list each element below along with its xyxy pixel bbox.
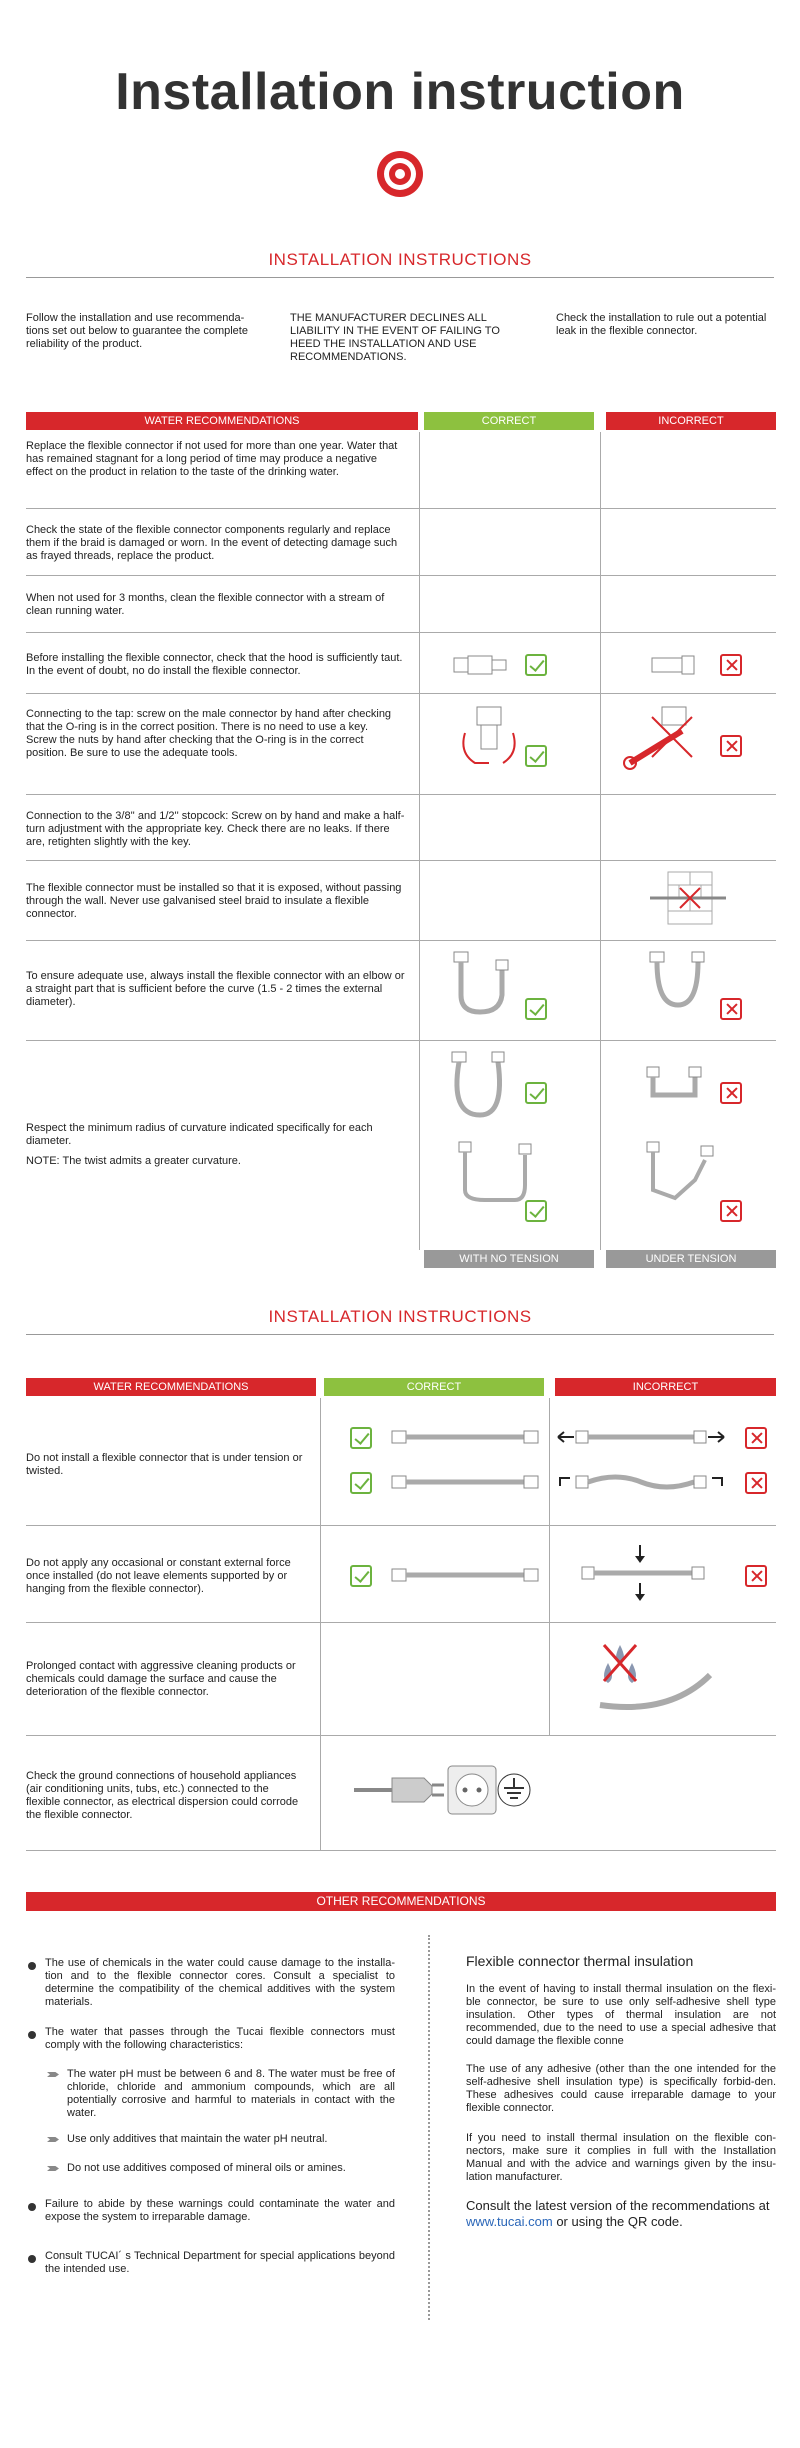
brand-logo-icon xyxy=(375,149,425,199)
row-text: To ensure adequate use, always install the flexible connector with an elbow or a straight part that is sufficient before the curve (1.5 - 2 times the external diameter). xyxy=(26,970,405,1008)
connector-hood-icon xyxy=(452,650,512,680)
header-correct: CORRECT xyxy=(324,1378,544,1396)
intro-check: Check the installation to rule out a potential leak in the flexible connector. xyxy=(556,312,767,337)
incorrect-cross-icon xyxy=(720,654,742,676)
correct-check-icon xyxy=(350,1565,372,1587)
header-recommendations: WATER RECOMMENDATIONS xyxy=(26,1378,316,1396)
wrench-tap-icon xyxy=(622,703,707,778)
straight-connector-icon xyxy=(390,1470,540,1494)
connector-no-elbow-icon xyxy=(648,950,708,1020)
bullet-text: Failure to abide by these warnings could contaminate the water and expose the system to irreparable damage. xyxy=(45,2198,395,2223)
intro-disclaimer: THE MANUFACTURER DECLINES ALL LIABILITY IN THE EVENT OF FAILING TO HEED THE INSTALLATION AND USE RECOMMENDATIONS. xyxy=(290,312,500,363)
correct-check-icon xyxy=(525,654,547,676)
thermal-paragraph: If you need to install thermal insulation on the flexible con-nectors, make sure it complies in full with the Installation Manual and with the advice and warnings given by the insu-lation manufacturer. xyxy=(466,2132,776,2183)
subbullet-text: The water pH must be between 6 and 8. The water must be free of chloride, chloride and ammonium compounds, which are all potentially corrosive and harmful to materials in contact with the water. xyxy=(67,2068,395,2119)
arrow-bullet-icon xyxy=(47,2137,59,2142)
connector-hood-icon xyxy=(650,650,700,680)
correct-check-icon xyxy=(350,1427,372,1449)
tap-connection-icon xyxy=(455,703,525,773)
row-text: Connecting to the tap: screw on the male connector by hand after checking that the O-ring is in the correct position. There is no need to use a key. Screw the nuts by hand after checking that the O-ring is in the correct position. Be sure to use the adequate tools. xyxy=(26,708,392,759)
row-text: Check the state of the flexible connector components regularly and replace them if the braid is damaged or worn. In the event of detecting damage such as frayed threads, replace the product. xyxy=(26,524,398,562)
row-text: Prolonged contact with aggressive cleaning products or chemicals could damage the surface and cause the deterioration of the flexible connector. xyxy=(26,1660,296,1698)
correct-check-icon xyxy=(525,745,547,767)
tension-connector-icon xyxy=(556,1425,726,1449)
incorrect-cross-icon xyxy=(720,1200,742,1222)
row-text: The flexible connector must be installed so that it is exposed, without passing through the wall. Never use galvanised steel braid to insulate a flexible connector. xyxy=(26,882,402,920)
consult-label: Consult the latest version of the recommendations at xyxy=(466,2198,770,2213)
correct-check-icon xyxy=(525,1082,547,1104)
intro-text: Follow the installation and use recommenda-tions set out below to guarantee the complete reliability of the product. xyxy=(26,312,248,350)
twisted-connector-icon xyxy=(556,1468,726,1496)
incorrect-cross-icon xyxy=(720,998,742,1020)
footer-incorrect: UNDER TENSION xyxy=(606,1250,776,1268)
connector-elbow-icon xyxy=(450,950,520,1020)
footer-correct: WITH NO TENSION xyxy=(424,1250,594,1268)
wall-pass-icon xyxy=(648,868,728,928)
tucai-link[interactable]: www.tucai.com xyxy=(466,2214,553,2229)
incorrect-cross-icon xyxy=(745,1565,767,1587)
consult-tail: or using the QR code. xyxy=(552,2214,683,2229)
bullet xyxy=(28,2031,36,2039)
bullet-text: Consult TUCAI´ s Technical Department for special applications beyond the intended use. xyxy=(45,2250,395,2275)
section-title: INSTALLATION INSTRUCTIONS xyxy=(268,250,532,269)
header-recommendations: WATER RECOMMENDATIONS xyxy=(26,412,418,430)
bullet xyxy=(28,2203,36,2211)
straight-connector-icon xyxy=(390,1563,540,1587)
straight-connector-icon xyxy=(390,1425,540,1449)
bullet xyxy=(28,1962,36,1970)
correct-check-icon xyxy=(525,998,547,1020)
header-incorrect: INCORRECT xyxy=(606,412,776,430)
chemical-drops-icon xyxy=(590,1635,720,1725)
row-text: Do not apply any occasional or constant external force once installed (do not leave elements supported by or hanging from the flexible connector). xyxy=(26,1557,291,1595)
incorrect-cross-icon xyxy=(745,1427,767,1449)
correct-check-icon xyxy=(525,1200,547,1222)
section-title: INSTALLATION INSTRUCTIONS xyxy=(268,1307,532,1326)
correct-check-icon xyxy=(350,1472,372,1494)
row-text: Replace the flexible connector if not used for more than one year. Water that has remained stagnant for a long period of time may produce a negative effect on the product in relation to the taste of the drinking water. xyxy=(26,440,398,478)
tight-twist-icon xyxy=(645,1140,725,1210)
arrow-bullet-icon xyxy=(47,2166,59,2171)
row-text: When not used for 3 months, clean the flexible connector with a stream of clean running water. xyxy=(26,592,385,617)
incorrect-cross-icon xyxy=(720,1082,742,1104)
curve-radius-icon xyxy=(450,1050,520,1120)
header-correct: CORRECT xyxy=(424,412,594,430)
thermal-paragraph: The use of any adhesive (other than the one intended for the self-adhesive shell insulation type) is specifically forbid-den. These adhesives could cause irreparable damage to your flexible connector. xyxy=(466,2063,776,2114)
row-note: NOTE: The twist admits a greater curvature. xyxy=(26,1155,241,1167)
divider xyxy=(26,277,774,278)
bullet xyxy=(28,2255,36,2263)
divider xyxy=(26,1334,774,1335)
incorrect-cross-icon xyxy=(720,735,742,757)
page-title: Installation instruction xyxy=(115,63,685,121)
subbullet-text: Use only additives that maintain the water pH neutral. xyxy=(67,2133,328,2145)
row-text: Respect the minimum radius of curvature indicated specifically for each diameter. xyxy=(26,1122,373,1147)
bullet-text: The use of chemicals in the water could cause damage to the installa-tion and to the flexible connector cores. Consult a specialist to determine the compatibility of the chemical additives with the system materials. xyxy=(45,1957,395,2008)
row-text: Connection to the 3/8'' and 1/2'' stopcock: Screw on by hand and make a half-turn adjustment with the appropriate key. Check there are no leaks. If there are, retighten slightly with the key. xyxy=(26,810,405,848)
row-text: Before installing the flexible connector, check that the hood is sufficiently taut. In the event of doubt, no do install the flexible connector. xyxy=(26,652,403,677)
thermal-title: Flexible connector thermal insulation xyxy=(466,1953,694,1969)
incorrect-cross-icon xyxy=(745,1472,767,1494)
bullet-text: The water that passes through the Tucai flexible connectors must comply with the following characteristics: xyxy=(45,2026,395,2051)
consult-text xyxy=(466,2198,781,2230)
subbullet-text: Do not use additives composed of mineral oils or amines. xyxy=(67,2162,346,2174)
tight-curve-icon xyxy=(645,1065,715,1105)
arrow-bullet-icon xyxy=(47,2072,59,2077)
thermal-paragraph: In the event of having to install thermal insulation on the flexi-ble connector, be sure to use only self-adhesive shell type insulation. Other types of thermal insulation are not recommended, due to the need to use a special adhesive that could damage the flexible conne xyxy=(466,1983,776,2047)
column-divider xyxy=(428,1935,430,2320)
ground-plug-icon xyxy=(352,1760,532,1820)
row-text: Do not install a flexible connector that is under tension or twisted. xyxy=(26,1452,303,1477)
header-other-recommendations: OTHER RECOMMENDATIONS xyxy=(26,1892,776,1911)
force-connector-icon xyxy=(580,1543,710,1603)
header-incorrect: INCORRECT xyxy=(555,1378,776,1396)
row-text: Check the ground connections of household appliances (air conditioning units, tubs, etc.) connected to the flexible connector, as electrical dispersion could corrode the flexible connector. xyxy=(26,1770,299,1821)
